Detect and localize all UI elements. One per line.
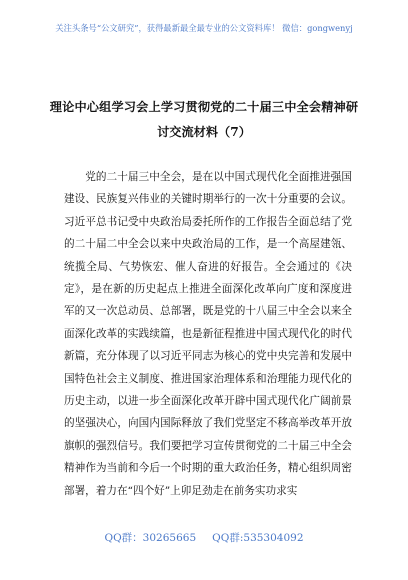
footer-contact [0, 530, 408, 545]
promo-banner: 关注头条号“公文研究”，获得最新最全最专业的公文资料库！ 微信：gongwenyj [55, 23, 353, 33]
document-title-line2: 讨交流材料（7） [157, 125, 251, 139]
body-paragraph: 党的二十届三中全会，是在以中国式现代化全面推进强国建设、民族复兴伟业的关键时期举行的一次十分重要的会议。习近平总书记受中央政治局委托所作的工作报告全面总结了党的二十届二中全会以来中央政治局的工作，是一个高屋建瓴、统揽全局、气势恢宏、催人奋进的好报告。全会通过的《决定》，是在新的历史起点上推进全面深化改革向广度和深度进军的又一次总动员、总部署，既是党的十八届三中全会以来全面深化改革的实践续篇，也是新征程推进中国式现代化的时代新篇，充分体现了以习近平同志为核心的党中央完善和发展中国特色社会主义制度、推进国家治理体系和治理能力现代化的历史主动，以进一步全面深化改革开辟中国式现代化广阔前景的坚强决心，向国内国际释放了我们党坚定不移高举改革开放旗帜的强烈信号。我们要把学习宣传贯彻党的二十届三中全会精神作为当前和今后一个时期的重大政治任务，精心组织周密部署，着力在“四个好”上卯足劲走在前务实功求实 [64, 171, 352, 497]
document-title-line1: 理论中心组学习会上学习贯彻党的二十届三中全会精神研 [49, 100, 359, 114]
qq-group-2: QQ群:535304092 [212, 532, 304, 544]
qq-group-1: QQ群：30265665 [104, 532, 197, 544]
document-body [64, 166, 352, 502]
